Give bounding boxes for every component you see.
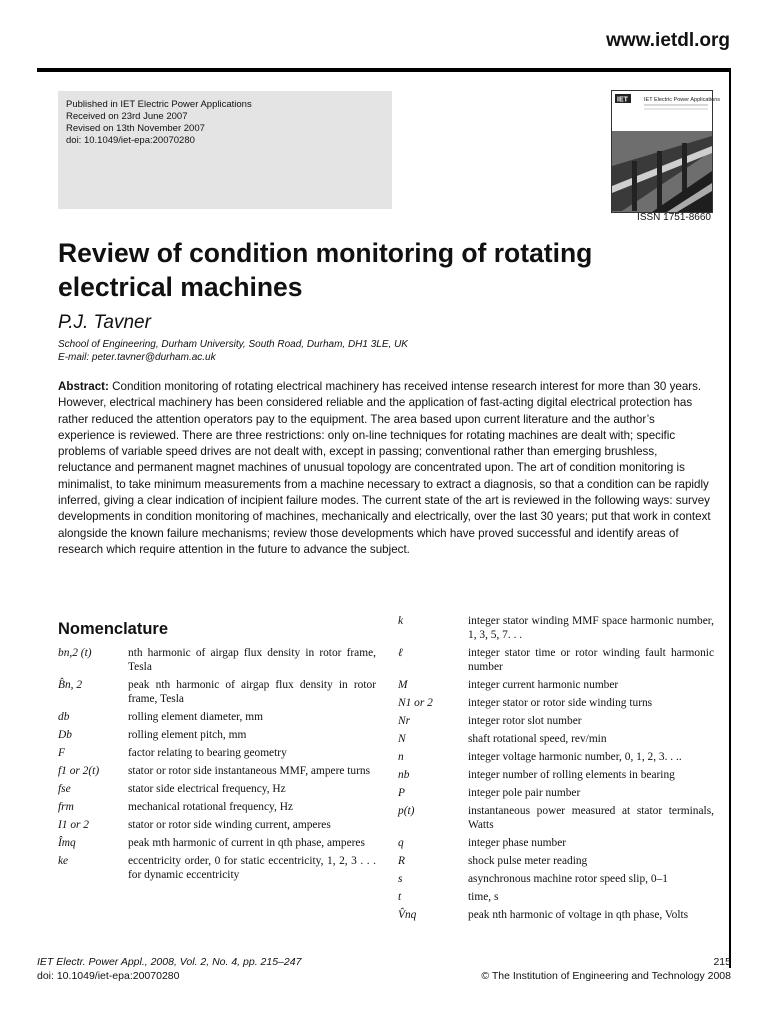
nomenclature-symbol: db (58, 711, 70, 723)
nomenclature-symbol: fse (58, 783, 71, 795)
nomenclature-row (58, 764, 376, 778)
nomenclature-symbol: n (398, 751, 404, 763)
nomenclature-row (398, 678, 714, 692)
nomenclature-row (398, 836, 714, 850)
nomenclature-row (398, 714, 714, 728)
nomenclature-symbol: ℓ (398, 647, 403, 659)
affiliation-text: School of Engineering, Durham University, South Road, Durham, DH1 3LE, UK (58, 339, 408, 350)
cover-journal-title: IET Electric Power Applications (644, 97, 721, 103)
page-number: 215 (713, 956, 731, 968)
nomenclature-description: integer rotor slot number (468, 715, 582, 727)
nomenclature-row (398, 768, 714, 782)
nomenclature-row (398, 786, 714, 800)
nomenclature-row (398, 732, 714, 746)
nomenclature-description: peak nth harmonic of airgap flux density in rotor frame, Tesla (128, 679, 376, 705)
journal-cover-image (611, 90, 721, 213)
nomenclature-symbol: Nr (398, 715, 411, 727)
author-name: P.J. Tavner (58, 312, 151, 333)
nomenclature-description: shock pulse meter reading (468, 855, 588, 867)
nomenclature-symbol: k (398, 615, 404, 627)
nomenclature-description: integer stator or rotor side winding turns (468, 697, 653, 709)
nomenclature-symbol: M (398, 679, 408, 691)
nomenclature-row (398, 750, 714, 764)
nomenclature-row (398, 614, 714, 642)
nomenclature-left-column (58, 646, 376, 886)
nomenclature-description: stator or rotor side instantaneous MMF, ampere turns (128, 765, 371, 777)
received-date: Received on 23rd June 2007 (66, 111, 188, 122)
nomenclature-symbol: frm (58, 801, 74, 813)
nomenclature-heading: Nomenclature (58, 620, 169, 638)
nomenclature-symbol: f1 or 2(t) (58, 765, 100, 777)
nomenclature-symbol: V̂nq (398, 909, 417, 921)
nomenclature-symbol: nb (398, 769, 410, 781)
nomenclature-description: integer stator time or rotor winding fault harmonic number (468, 647, 714, 673)
nomenclature-row (58, 728, 376, 742)
site-url-link[interactable]: www.ietdl.org (606, 30, 730, 51)
article-title: Review of condition monitoring of rotating electrical machines (58, 238, 593, 302)
published-in-text: Published in IET Electric Power Applications (66, 99, 252, 110)
cover-brand: IET (617, 96, 628, 104)
author-email[interactable]: E-mail: peter.tavner@durham.ac.uk (58, 352, 216, 363)
abstract-section (58, 379, 712, 558)
nomenclature-description: eccentricity order, 0 for static eccentricity, 1, 2, 3 . . . for dynamic eccentricity (128, 855, 376, 881)
nomenclature-description: asynchronous machine rotor speed slip, 0–1 (468, 873, 668, 885)
abstract-label: Abstract: (58, 380, 109, 393)
nomenclature-symbol: N1 or 2 (398, 697, 433, 709)
issn-text: ISSN 1751-8660 (637, 212, 711, 223)
footer-right-block (481, 955, 731, 983)
cover-illustration (612, 91, 721, 212)
footer-citation (37, 955, 301, 983)
nomenclature-symbol: Db (58, 729, 72, 741)
nomenclature-description: integer phase number (468, 837, 567, 849)
nomenclature-description: peak mth harmonic of current in qth phase, amperes (128, 837, 365, 849)
nomenclature-description: time, s (468, 891, 499, 903)
nomenclature-description: factor relating to bearing geometry (128, 747, 287, 759)
nomenclature-row (398, 890, 714, 904)
nomenclature-row (58, 646, 376, 674)
doi-text: doi: 10.1049/iet-epa:20070280 (66, 135, 195, 146)
nomenclature-description: integer current harmonic number (468, 679, 619, 691)
nomenclature-symbol: t (398, 891, 402, 903)
header-rule (37, 68, 731, 72)
nomenclature-row (58, 836, 376, 850)
nomenclature-symbol: R (398, 855, 405, 867)
nomenclature-description: instantaneous power measured at stator terminals, Watts (468, 805, 714, 831)
nomenclature-row (58, 800, 376, 814)
nomenclature-description: stator side electrical frequency, Hz (128, 783, 286, 795)
nomenclature-row (58, 818, 376, 832)
nomenclature-symbol: P (398, 787, 405, 799)
nomenclature-symbol: N (398, 733, 406, 745)
nomenclature-description: integer voltage harmonic number, 0, 1, 2, 3. . .. (468, 751, 682, 763)
nomenclature-row (58, 678, 376, 706)
nomenclature-symbol: Îmq (58, 837, 76, 849)
nomenclature-symbol: I1 or 2 (58, 819, 90, 831)
footer-journal-ref: IET Electr. Power Appl., 2008, Vol. 2, No. 4, pp. 215–247 (37, 956, 302, 968)
footer-doi: doi: 10.1049/iet-epa:20070280 (37, 970, 180, 982)
nomenclature-description: rolling element diameter, mm (128, 711, 263, 723)
nomenclature-symbol: q (398, 837, 404, 849)
nomenclature-description: rolling element pitch, mm (128, 729, 247, 741)
nomenclature-symbol: B̂n, 2 (58, 679, 83, 691)
nomenclature-row (398, 646, 714, 674)
nomenclature-symbol: F (58, 747, 65, 759)
nomenclature-row (58, 854, 376, 882)
nomenclature-row (58, 746, 376, 760)
nomenclature-description: integer number of rolling elements in bearing (468, 769, 675, 781)
nomenclature-symbol: p(t) (398, 805, 415, 817)
nomenclature-description: nth harmonic of airgap flux density in rotor frame, Tesla (128, 647, 376, 673)
nomenclature-symbol: ke (58, 855, 69, 867)
nomenclature-description: integer stator winding MMF space harmonic number, 1, 3, 5, 7. . . (468, 615, 714, 641)
nomenclature-symbol: bn,2 (t) (58, 647, 92, 659)
abstract-text: Condition monitoring of rotating electrical machinery has received intense research interest for more than 30 years. However, electrical machinery has been considered reliable and the application of fast-acting digital electrical protection has rather reduced the attention operators pay to the equipment. The area based upon current literature and the author’s experience is reviewed. There are three restrictions: only on-line techniques for rotating machines are dealt with; specific problems of variable speed drives are not dealt with, except in passing; conventional rather than emerging brushless, reluctance and permanent magnet machines of unusual topology are concentrated upon. The art of condition monitoring is minimalist, to take minimum measurements from a machine necessary to extract a diagnosis, so that a condition can be rapidly inferred, giving a clear indication of incipient failure modes. The current state of the art is reviewed in the following ways: survey developments in condition monitoring of machines, mechanically and electrically, over the last 30 years; put that work in context alongside the known failure mechanisms; review those developments which have proved successful and identify areas of research which require attention in the future to advance the subject. (58, 380, 711, 556)
nomenclature-description: stator or rotor side winding current, amperes (128, 819, 331, 831)
nomenclature-symbol: s (398, 873, 403, 885)
nomenclature-right-column (398, 614, 714, 926)
nomenclature-description: mechanical rotational frequency, Hz (128, 801, 293, 813)
nomenclature-row (398, 872, 714, 886)
nomenclature-description: peak nth harmonic of voltage in qth phase, Volts (468, 909, 689, 921)
nomenclature-row (58, 710, 376, 724)
nomenclature-row (398, 696, 714, 710)
author-affiliation (58, 338, 408, 364)
right-margin-rule (729, 68, 731, 968)
revised-date: Revised on 13th November 2007 (66, 123, 205, 134)
nomenclature-row (398, 908, 714, 922)
nomenclature-description: integer pole pair number (468, 787, 581, 799)
nomenclature-description: shaft rotational speed, rev/min (468, 733, 607, 745)
nomenclature-row (398, 804, 714, 832)
copyright-notice: © The Institution of Engineering and Technology 2008 (481, 970, 731, 982)
nomenclature-row (398, 854, 714, 868)
publication-info-box (58, 91, 392, 209)
nomenclature-row (58, 782, 376, 796)
